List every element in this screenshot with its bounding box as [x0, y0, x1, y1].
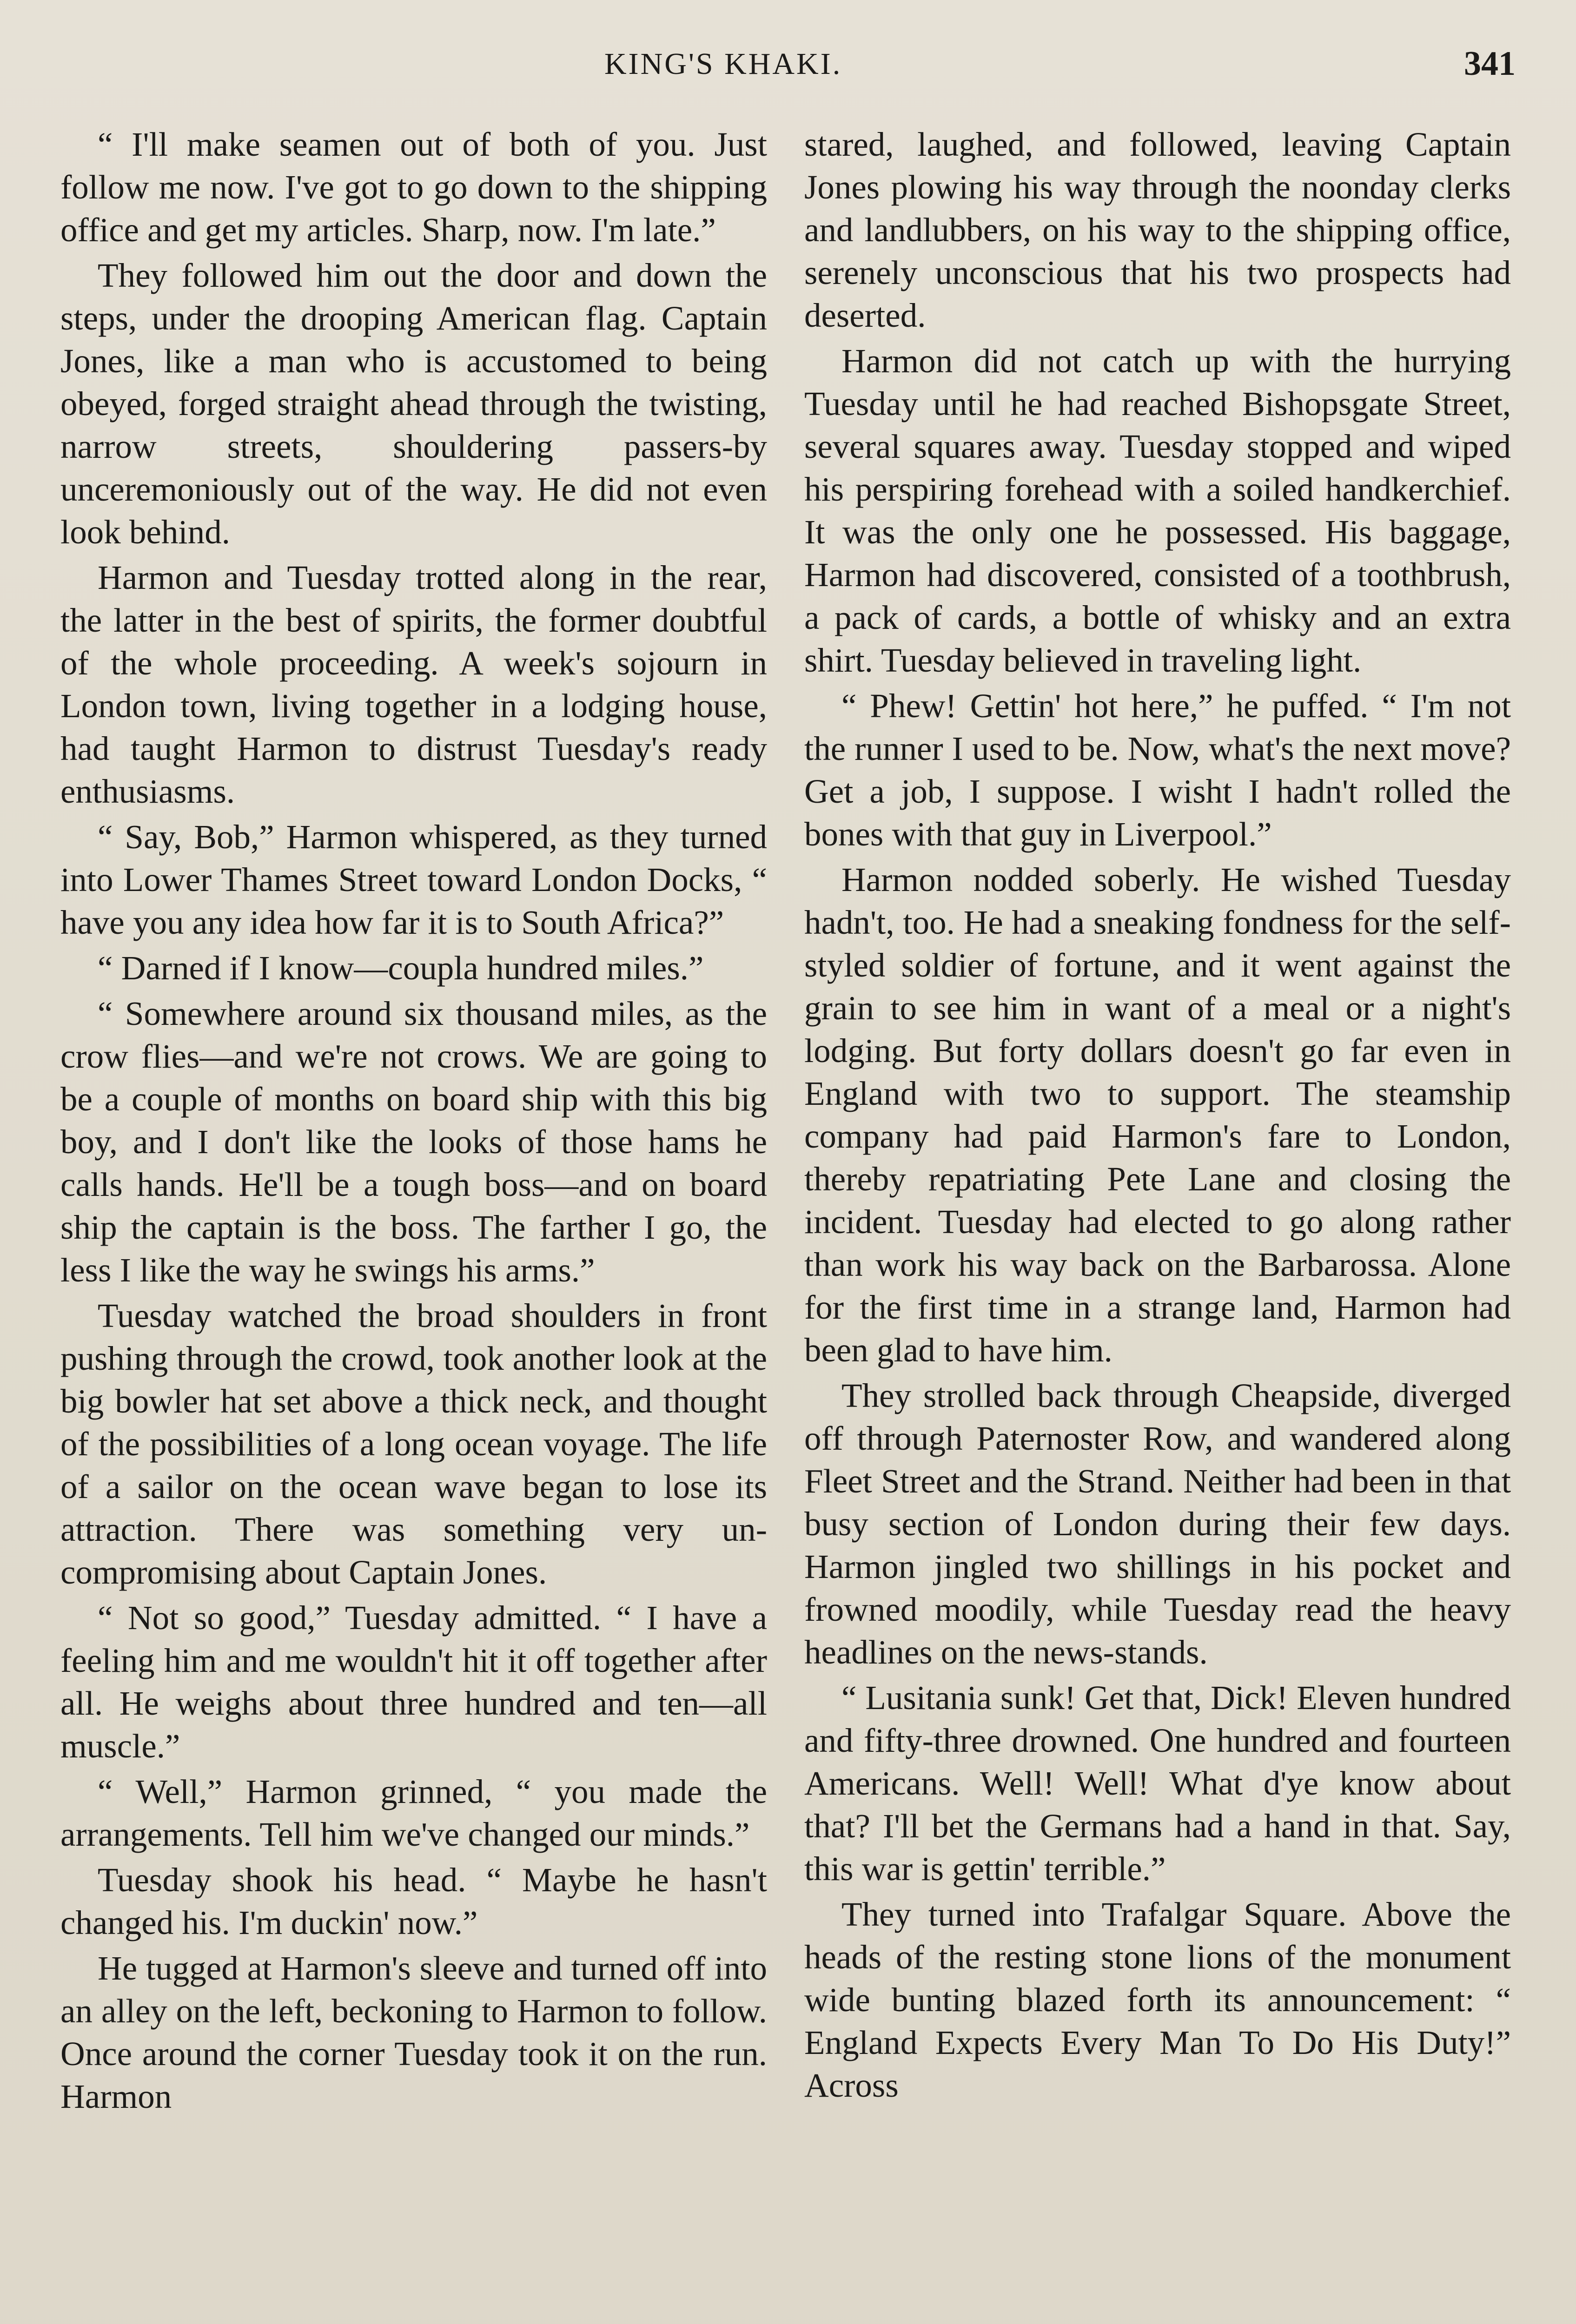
paragraph: They strolled back through Cheapside, diverged off through Paternoster Row, and wandered along Fleet Street and the Strand. Neither had been in that busy section of London during their few days. Harmon jingled two shillings in his pocket and frowned moodily, while Tuesday read the heavy headlines on the news-stands. — [804, 1377, 1511, 1671]
running-head: KING'S KHAKI. — [604, 47, 842, 81]
paragraph: “ I'll make seamen out of both of you. Just follow me now. I've got to go down to the shipping office and get my articles. Sharp, now. I'm late.” — [60, 125, 767, 249]
paragraph: “ Well,” Harmon grinned, “ you made the arrangements. Tell him we've changed our minds.” — [60, 1773, 767, 1853]
paragraph: They followed him out the door and down the steps, under the drooping American flag. Captain Jones, like a man who is accustomed to being obeyed, forged straight ahead through the twisting, narrow streets, shouldering passers-by unceremoniously out of the way. He did not even look behind. — [60, 257, 767, 551]
paragraph: Tuesday watched the broad shoulders in front pushing through the crowd, took another look at the big bowler hat set above a thick neck, and thought of the possibilities of a long ocean voyage. The life of a sailor on the ocean wave began to lose its attraction. There was something very uncompromising about Captain Jones. — [60, 1297, 767, 1591]
paragraph: They turned into Trafalgar Square. Above the heads of the resting stone lions of the monument wide bunting blazed forth its announcement: “ England Expects Every Man To Do His Duty!” Across — [804, 1895, 1511, 2104]
text-column-left — [60, 123, 767, 2121]
paragraph: Harmon did not catch up with the hurrying Tuesday until he had reached Bishopsgate Street, several squares away. Tuesday stopped and wiped his perspiring forehead with a soiled handkerchief. It was the only one he possessed. His baggage, Harmon had discovered, consisted of a toothbrush, a pack of cards, a bottle of whisky and an extra shirt. Tuesday believed in traveling light. — [804, 342, 1511, 679]
paragraph: “ Not so good,” Tuesday admitted. “ I have a feeling him and me wouldn't hit it off together after all. He weighs about three hundred and ten—all muscle.” — [60, 1599, 767, 1765]
paragraph: “ Say, Bob,” Harmon whispered, as they turned into Lower Thames Street toward London Docks, “ have you any idea how far it is to South Africa?” — [60, 818, 767, 941]
paragraph: stared, laughed, and followed, leaving Captain Jones plowing his way through the noonday clerks and landlubbers, on his way to the shipping office, serenely unconscious that his two prospects had deserted. — [804, 125, 1511, 334]
paragraph: “ Darned if I know—coupla hundred miles.” — [98, 949, 704, 987]
paragraph: Tuesday shook his head. “ Maybe he hasn't changed his. I'm duckin' now.” — [60, 1861, 767, 1941]
paragraph: “ Somewhere around six thousand miles, as the crow flies—and we're not crows. We are going to be a couple of months on board ship with this big boy, and I don't like the looks of those hams he calls hands. He'll be a tough boss—and on board ship the captain is the boss. The farther I go, the less I like the way he swings his arms.” — [60, 995, 767, 1289]
paragraph: “ Phew! Gettin' hot here,” he puffed. “ I'm not the runner I used to be. Now, what's the next move? Get a job, I suppose. I wisht I hadn't rolled the bones with that guy in Liverpool.” — [804, 687, 1511, 853]
page-number: 341 — [1464, 45, 1516, 83]
paragraph: Harmon and Tuesday trotted along in the rear, the latter in the best of spirits, the former doubtful of the whole proceeding. A week's sojourn in London town, living together in a lodging house, had taught Harmon to distrust Tuesday's ready enthusiasms. — [60, 559, 767, 810]
text-column-right — [804, 123, 1511, 2110]
paragraph: Harmon nodded soberly. He wished Tuesday hadn't, too. He had a sneaking fondness for the self-styled soldier of fortune, and it went against the grain to see him in want of a meal or a night's lodging. But forty dollars doesn't go far even in England with two to support. The steamship company had paid Harmon's fare to London, thereby repatriating Pete Lane and closing the incident. Tuesday had elected to go along rather than work his way back on the Barbarossa. Alone for the first time in a strange land, Harmon had been glad to have him. — [804, 861, 1511, 1369]
paragraph: “ Lusitania sunk! Get that, Dick! Eleven hundred and fifty-three drowned. One hundred and fourteen Americans. Well! Well! What d'ye know about that? I'll bet the Germans had a hand in that. Say, this war is gettin' terrible.” — [804, 1679, 1511, 1888]
paragraph: He tugged at Harmon's sleeve and turned off into an alley on the left, beckoning to Harmon to follow. Once around the corner Tuesday took it on the run. Harmon — [60, 1949, 767, 2115]
